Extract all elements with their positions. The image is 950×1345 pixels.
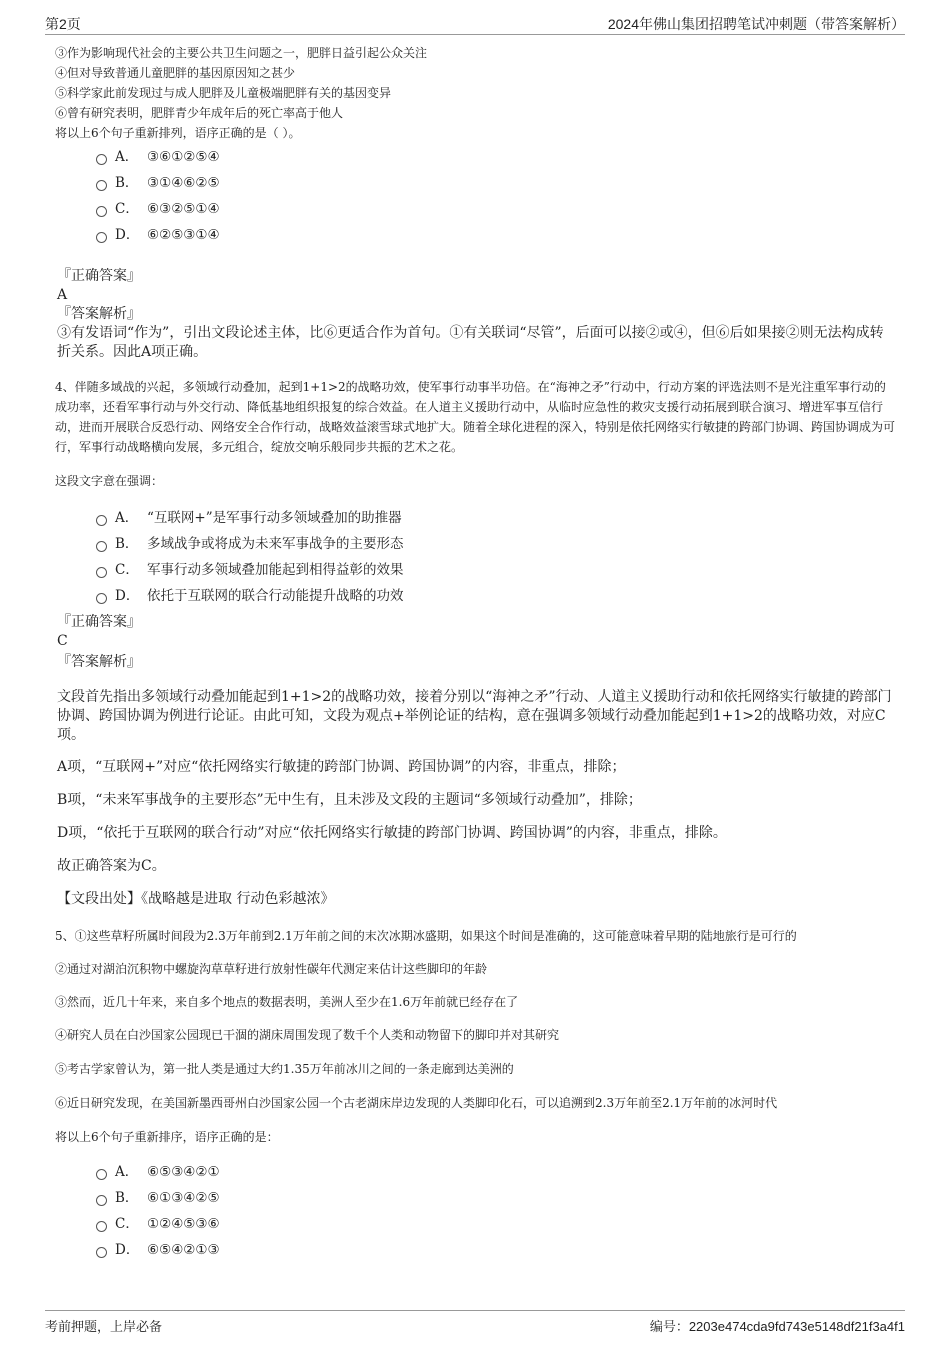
q5-line: ③然而，近几十年来，来自多个地点的数据表明，美洲人至少在1.6万年前就已经存在了: [55, 995, 519, 1009]
q4-analysis-option-a: A项，“互联网+”对应“依托网络实行敏捷的跨部门协调、跨国协调”的内容，非重点，排除；: [57, 759, 626, 775]
q3-analysis: ③有发语词“作为”，引出文段论述主体，比⑥更适合作为首句。①有关联词“尽管”，后面可以接②或④，但⑥后如果接②则无法构成转折关系。因此A项正确。: [57, 325, 884, 360]
radio-icon[interactable]: [96, 541, 107, 552]
q4-option-d[interactable]: D． 依托于互联网的联合行动能提升战略的功效: [96, 585, 404, 607]
q5-option-a[interactable]: A． ⑥⑤③④②①: [96, 1161, 220, 1183]
q5-line: 5、①这些草籽所属时间段为2.3万年前到2.1万年前之间的末次冰期冰盛期，如果这个时间是准确的，这可能意味着早期的陆地旅行是可行的: [55, 929, 797, 943]
radio-icon[interactable]: [96, 567, 107, 578]
document-code: 编号：2203e474cda9fd743e5148df21f3a4f1: [649, 1319, 905, 1334]
page-number: 第2页: [45, 16, 81, 32]
q4-answer: C: [57, 633, 68, 649]
radio-icon[interactable]: [96, 1195, 107, 1206]
radio-icon[interactable]: [96, 206, 107, 217]
q4-analysis-paragraph: 文段首先指出多领域行动叠加能起到1+1>2的战略功效，接着分别以“海神之矛”行动、人道主义援助行动和依托网络实行敏捷的跨部门协调、跨国协调为例进行论证。由此可知，文段为观点+举例论证的结构，意在强调多领域行动叠加能起到1+1>2的战略功效，对应C项。: [57, 689, 892, 743]
radio-icon[interactable]: [96, 593, 107, 604]
q3-analysis-label: 『答案解析』: [57, 306, 141, 322]
q5-option-b[interactable]: B． ⑥①③④②⑤: [96, 1187, 220, 1209]
q4-option-a[interactable]: A． “互联网+”是军事行动多领域叠加的助推器: [96, 507, 402, 529]
q3-answer: A: [57, 287, 68, 303]
q3-option-a[interactable]: A． ③⑥①②⑤④: [96, 146, 220, 168]
q3-line: ⑥曾有研究表明，肥胖青少年成年后的死亡率高于他人: [55, 106, 344, 120]
page-footer: [45, 1310, 905, 1337]
q3-option-b[interactable]: B． ③①④⑥②⑤: [96, 172, 220, 194]
q4-analysis-label: 『答案解析』: [57, 654, 141, 670]
radio-icon[interactable]: [96, 1221, 107, 1232]
document-title: 2024年佛山集团招聘笔试冲刺题（带答案解析）: [607, 16, 905, 32]
q3-line: ③作为影响现代社会的主要公共卫生问题之一，肥胖日益引起公众关注: [55, 46, 428, 60]
q3-answer-label: 『正确答案』: [57, 268, 141, 284]
radio-icon[interactable]: [96, 232, 107, 243]
page-header: [45, 12, 905, 35]
q5-line: ⑤考古学家曾认为，第一批人类是通过大约1.35万年前冰川之间的一条走廊到达美洲的: [55, 1062, 514, 1076]
q3-option-c[interactable]: C． ⑥③②⑤①④: [96, 198, 220, 220]
q4-analysis-option-d: D项，“依托于互联网的联合行动”对应“依托网络实行敏捷的跨部门协调、跨国协调”的内容，非重点，排除。: [57, 825, 727, 841]
radio-icon[interactable]: [96, 154, 107, 165]
footer-slogan: 考前押题，上岸必备: [45, 1319, 163, 1334]
q4-stem: 4、伴随多域战的兴起，多领域行动叠加，起到1+1>2的战略功效，使军事行动事半功倍。在“海神之矛”行动中，行动方案的评选法则不是光注重军事行动的成功率，还看军事行动与外交行动、降低基地组织报复的综合效益。在人道主义援助行动中，从临时应急性的救灾支援行动拓展到联合演习、增进军事互信行动，进而开展联合反恐行动、网络安全合作行动，战略效益滚雪球式地扩大。随着全球化进程的深入，特别是依托网络实行敏捷的跨部门协调、跨国协调成为可行，军事行动战略横向发展，多元组合，绽放交响乐般同步共振的艺术之花。: [55, 380, 896, 454]
radio-icon[interactable]: [96, 515, 107, 526]
q4-option-b[interactable]: B． 多域战争或将成为未来军事战争的主要形态: [96, 533, 404, 555]
q5-line: ②通过对湖泊沉积物中螺旋沟草草籽进行放射性碳年代测定来估计这些脚印的年龄: [55, 962, 488, 976]
radio-icon[interactable]: [96, 180, 107, 191]
q3-line: ⑤科学家此前发现过与成人肥胖及儿童极端肥胖有关的基因变异: [55, 86, 392, 100]
q4-source: 【文段出处】《战略越是进取 行动色彩越浓》: [57, 891, 335, 907]
q3-option-d[interactable]: D． ⑥②⑤③①④: [96, 224, 220, 246]
radio-icon[interactable]: [96, 1169, 107, 1180]
q4-conclusion: 故正确答案为C。: [57, 858, 166, 874]
q5-line: ⑥近日研究发现，在美国新墨西哥州白沙国家公园一个古老湖床岸边发现的人类脚印化石，可以追溯到2.3万年前至2.1万年前的冰河时代: [55, 1096, 778, 1110]
q3-line: ④但对导致普通儿童肥胖的基因原因知之甚少: [55, 66, 296, 80]
q5-option-d[interactable]: D． ⑥⑤④②①③: [96, 1239, 220, 1261]
radio-icon[interactable]: [96, 1247, 107, 1258]
q5-option-c[interactable]: C． ①②④⑤③⑥: [96, 1213, 220, 1235]
q4-question: 这段文字意在强调：: [55, 474, 164, 488]
q4-answer-label: 『正确答案』: [57, 614, 141, 630]
q5-line: ④研究人员在白沙国家公园现已干涸的湖床周围发现了数千个人类和动物留下的脚印并对其研究: [55, 1028, 560, 1042]
q3-question: 将以上6个句子重新排列，语序正确的是（ ）。: [55, 126, 301, 140]
q4-analysis-option-b: B项，“未来军事战争的主要形态”无中生有，且未涉及文段的主题词“多领域行动叠加”，排除；: [57, 792, 642, 808]
q5-question: 将以上6个句子重新排序，语序正确的是：: [55, 1130, 279, 1144]
q4-option-c[interactable]: C． 军事行动多领域叠加能起到相得益彰的效果: [96, 559, 404, 581]
